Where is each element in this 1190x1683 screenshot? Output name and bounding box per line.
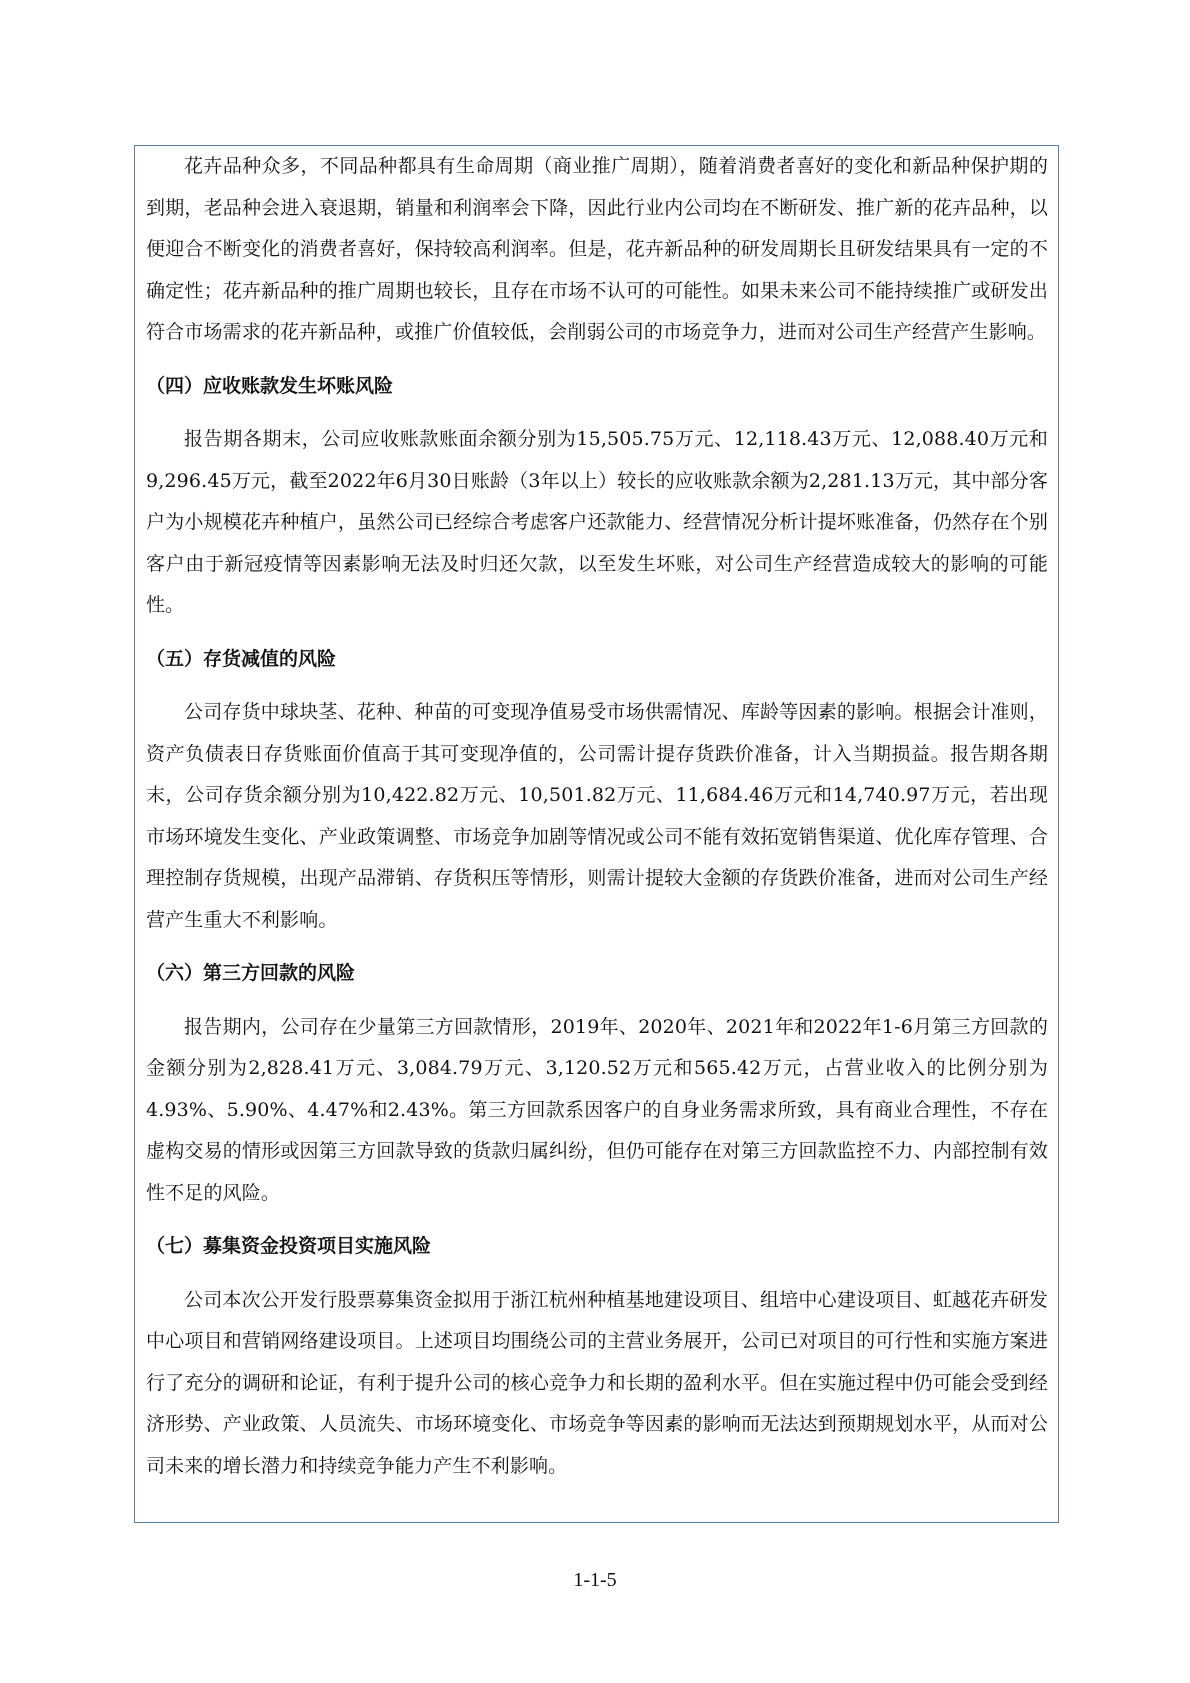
document-body — [146, 146, 1048, 1487]
section-heading-receivables: （四）应收账款发生坏账风险 — [146, 374, 394, 397]
section-body-receivables: 报告期各期末，公司应收账款账面余额分别为15,505.75万元、12,118.43万元、12,088.40万元和9,296.45万元，截至2022年6月30日账龄（3年以上）较长的应收账款余额为2,281.13万元，其中部分客户为小规模花卉种植户，虽然公司已经综合考虑客户还款能力、经营情况分析计提坏账准备，仍然存在个别客户由于新冠疫情等因素影响无法及时归还欠款，以至发生坏账，对公司生产经营造成较大的影响的可能性。 — [146, 428, 1048, 616]
section-body-fund-projects: 公司本次公开发行股票募集资金拟用于浙江杭州种植基地建设项目、组培中心建设项目、虹越花卉研发中心项目和营销网络建设项目。上述项目均围绕公司的主营业务展开，公司已对项目的可行性和实施方案进行了充分的调研和论证，有利于提升公司的核心竞争力和长期的盈利水平。但在实施过程中仍可能会受到经济形势、产业政策、人员流失、市场环境变化、市场竞争等因素的影响而无法达到预期规划水平，从而对公司未来的增长潜力和持续竞争能力产生不利影响。 — [146, 1288, 1048, 1477]
section-body-third-party: 报告期内，公司存在少量第三方回款情形，2019年、2020年、2021年和2022年1-6月第三方回款的金额分别为2,828.41万元、3,084.79万元、3,120.52万元和565.42万元，占营业收入的比例分别为4.93%、5.90%、4.47%和2.43%。第三方回款系因客户的自身业务需求所致，具有商业合理性，不存在虚构交易的情形或因第三方回款导致的货款归属纠纷，但仍可能存在对第三方回款监控不力、内部控制有效性不足的风险。 — [146, 1015, 1048, 1204]
section-body-inventory: 公司存货中球块茎、花种、种苗的可变现净值易受市场供需情况、库龄等因素的影响。根据会计准则，资产负债表日存货账面价值高于其可变现净值的，公司需计提存货跌价准备，计入当期损益。报告期各期末，公司存货余额分别为10,422.82万元、10,501.82万元、11,684.46万元和14,740.97万元，若出现市场环境发生变化、产业政策调整、市场竞争加剧等情况或公司不能有效拓宽销售渠道、优化库存管理、合理控制存货规模，出现产品滞销、存货积压等情形，则需计提较大金额的存货跌价准备，进而对公司生产经营产生重大不利影响。 — [146, 701, 1048, 931]
section-heading-third-party: （六）第三方回款的风险 — [146, 962, 356, 984]
section-heading-fund-projects: （七）募集资金投资项目实施风险 — [146, 1235, 432, 1257]
page-number: 1-1-5 — [573, 1569, 617, 1591]
section-heading-inventory: （五）存货减值的风险 — [146, 647, 337, 670]
content-frame — [134, 145, 1059, 1523]
intro-paragraph: 花卉品种众多，不同品种都具有生命周期（商业推广周期），随着消费者喜好的变化和新品种保护期的到期，老品种会进入衰退期，销量和利润率会下降，因此行业内公司均在不断研发、推广新的花卉品种，以便迎合不断变化的消费者喜好，保持较高利润率。但是，花卉新品种的研发周期长且研发结果具有一定的不确定性；花卉新品种的推广周期也较长，且存在市场不认可的可能性。如果未来公司不能持续推广或研发出符合市场需求的花卉新品种，或推广价值较低，会削弱公司的市场竞争力，进而对公司生产经营产生影响。 — [146, 155, 1048, 343]
